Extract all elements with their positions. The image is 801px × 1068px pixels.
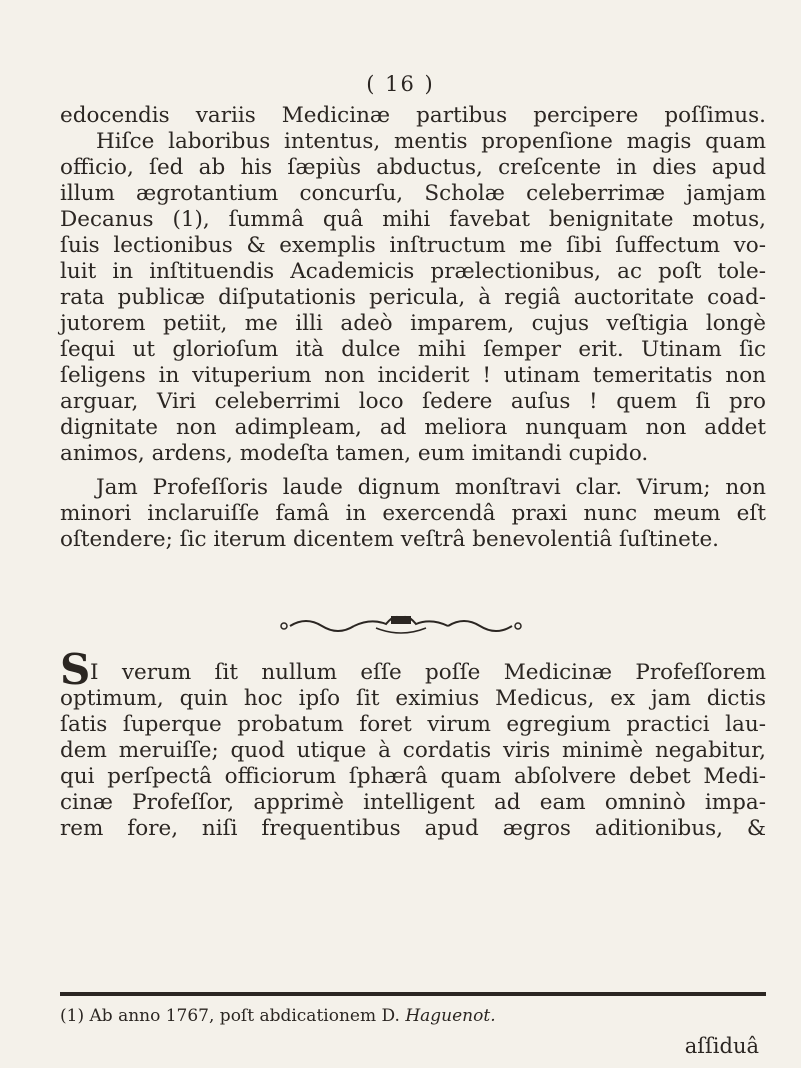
paragraph-3 (60, 660, 766, 842)
text-line: Jam Profeſſoris laude dignum monſtravi clar. Virum; non (96, 475, 766, 500)
text-line: Hiſce laboribus intentus, mentis propenſione magis quam (96, 129, 766, 154)
text-line: jutorem petiit, me illi adeò imparem, cujus veſtigia longè (60, 311, 766, 336)
text-line: rata publicæ diſputationis pericula, à regiâ auctoritate coad- (60, 285, 766, 310)
ornament-divider (0, 612, 801, 640)
text-line: officio, ſed ab his ſæpiùs abductus, creſcente in dies apud (60, 155, 766, 180)
text-line: ſuis lectionibus & exemplis inſtructum me ſibi ſuffectum vo- (60, 233, 766, 258)
text-line: rem fore, niſi frequentibus apud ægros aditionibus, & (60, 816, 766, 841)
paragraph-2 (60, 475, 766, 553)
text-line: dignitate non adimpleam, ad meliora nunquam non addet (60, 415, 766, 440)
text-line: ſatis ſuperque probatum foret virum egregium practici lau- (60, 712, 766, 737)
text-line: animos, ardens, modeſta tamen, eum imitandi cupido. (60, 441, 649, 466)
text-line: minori inclaruiſſe famâ in exercendâ praxi nunc meum eſt (60, 501, 766, 526)
text-line: illum ægrotantium concurſu, Scholæ celeberrimæ jamjam (60, 181, 766, 206)
text-line: I verum ſit nullum eſſe poſſe Medicinæ Profeſſorem (90, 660, 766, 685)
text-line: ſeligens in vituperium non inciderit ! utinam temeritatis non (60, 363, 766, 388)
text-line: Decanus (1), ſummâ quâ mihi favebat benignitate motus, (60, 207, 766, 232)
footnote-marker: (1) (60, 1006, 85, 1026)
text-line: edocendis variis Medicinæ partibus percipere poſſimus. (60, 103, 766, 128)
footnote (60, 1006, 496, 1026)
ornament-icon (276, 612, 526, 640)
text-line: ſequi ut glorioſum ità dulce mihi ſemper erit. Utinam ſic (60, 337, 766, 362)
text-line: optimum, quin hoc ipſo ſit eximius Medicus, ex jam dictis (60, 686, 766, 711)
text-line: arguar, Viri celeberrimi loco ſedere auſus ! quem ſi pro (60, 389, 766, 414)
paragraph-1 (60, 103, 766, 467)
page-number: ( 16 ) (366, 72, 435, 96)
text-line: luit in inſtituendis Academicis prælectionibus, ac poſt tole- (60, 259, 766, 284)
drop-initial: S (60, 645, 91, 694)
footnote-rule (60, 992, 766, 996)
text-line: qui perſpectâ officiorum ſphærâ quam abſolvere debet Medi- (60, 764, 766, 789)
text-line: dem meruiſſe; quod utique à cordatis viris minimè negabitur, (60, 738, 766, 763)
text-line: cinæ Profeſſor, apprimè intelligent ad eam omninò impa- (60, 790, 766, 815)
footnote-name: Haguenot. (405, 1006, 496, 1026)
catchword: aſſiduâ (684, 1034, 759, 1058)
text-line: oſtendere; ſic iterum dicentem veſtrâ benevolentiâ ſuſtinete. (60, 527, 720, 552)
footnote-text: Ab anno 1767, poſt abdicationem D. (89, 1006, 400, 1026)
